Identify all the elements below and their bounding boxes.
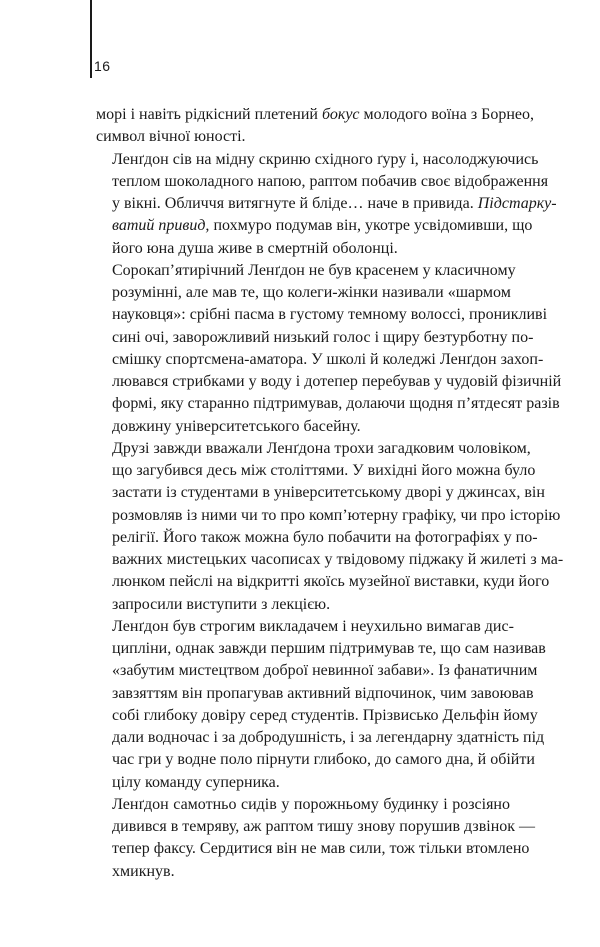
- text-line: час гри у водне поло пірнути глибоко, до самого дна, й обійти: [112, 751, 535, 769]
- text-line: морі і навіть рідкісний плетений бокус молодого воїна з Борнео,: [96, 106, 534, 123]
- page-number: 16: [94, 58, 111, 74]
- text-line: застати із студентами в університетському дворі у джинсах, він: [112, 484, 545, 502]
- text-line: його юна душа живе в смертній оболонці.: [112, 239, 398, 257]
- text-line: формі, яку старанно підтримував, долаючи щодня п’ятдесят разів: [112, 395, 560, 413]
- text-line: релігії. Його також можна було побачити на фотографіях у по-: [112, 528, 538, 546]
- italic-text: ватий привид,: [112, 217, 210, 235]
- paragraph: [96, 438, 564, 616]
- text-line: дивився в темряву, аж раптом тишу знову порушив дзвінок —: [112, 818, 536, 835]
- text-line: розумінні, але мав те, що колеги-жінки називали «шармом: [112, 284, 511, 301]
- paragraph: [96, 260, 562, 438]
- paragraph: [96, 104, 534, 149]
- text-line: смішку спортсмена-аматора. У школі й коледжі Ленґдон захоп-: [112, 350, 544, 368]
- text-line: розмовляв із ними чи то про комп’ютерну графіку, чи про історію: [112, 506, 561, 524]
- paragraph: [96, 794, 536, 883]
- text-line: «забутим мистецтвом доброї невинної забави». Із фанатичним: [112, 662, 538, 680]
- text-line: Ленґдон сів на мідну скриню східного ґуру і, насолоджуючись: [112, 150, 539, 168]
- text-line: тепер факсу. Сердитися він не мав сили, тож тільки втомлено: [112, 840, 530, 858]
- text-line: сині очі, заворожливий низький голос і щиру безтурботну по-: [112, 328, 534, 346]
- text-line: Друзі завжди вважали Ленґдона трохи загадковим чоловіком,: [112, 439, 531, 457]
- text-line: запросили виступити з лекцією.: [112, 595, 331, 613]
- text-line: цілу команду суперника.: [112, 773, 280, 791]
- italic-text: Підстарку-: [477, 195, 557, 212]
- paragraph: [96, 149, 557, 260]
- text-line: Ленґдон був строгим викладачем і неухильно вимагав дис-: [112, 617, 514, 635]
- text-line: науковця»: срібні пасма в густому темному волоссі, проникливі: [112, 306, 548, 324]
- text-line: ципліни, однак завжди першим підтримував те, що сам називав: [112, 640, 546, 657]
- text-line: Ленґдон самотньо сидів у порожньому будинку і розсіяно: [112, 795, 510, 813]
- text-line: важних мистецьких часописах у твідовому піджаку й жилеті з ма-: [112, 551, 564, 568]
- page-header-rule: [90, 0, 92, 78]
- body-text: [96, 104, 564, 883]
- text-line: довжину університетського басейну.: [112, 417, 361, 435]
- text-line: люнком пейслі на відкритті якоїсь музейної виставки, куди його: [112, 573, 550, 591]
- text-line: у вікні. Обличчя витягнуте й бліде… наче в привида. Підстарку-: [112, 195, 557, 212]
- paragraph: [96, 616, 546, 794]
- text-line: лювався стрибками у воду і дотепер перебував у чудовій фізичній: [112, 373, 562, 390]
- text-line: що загубився десь між століттями. У вихідні його можна було: [112, 462, 536, 479]
- text-line: Сорокап’ятирічний Ленґдон не був красенем у класичному: [112, 261, 516, 279]
- text-line: ватий привид, похмуро подумав він, укотре усвідомивши, що: [112, 217, 533, 235]
- text-line: собі глибоку довіру серед студентів. Прізвисько Дельфін йому: [112, 706, 538, 724]
- text-line: символ вічної юності.: [96, 128, 246, 146]
- italic-text: бокус: [322, 106, 360, 123]
- text-line: дали водночас і за добродушність, і за легендарну здатність під: [112, 729, 545, 746]
- text-line: завзяттям він пропагував активний відпочинок, чим завоював: [112, 684, 534, 702]
- text-line: хмикнув.: [112, 862, 175, 880]
- text-line: теплом шоколадного напою, раптом побачив своє відображення: [112, 172, 549, 190]
